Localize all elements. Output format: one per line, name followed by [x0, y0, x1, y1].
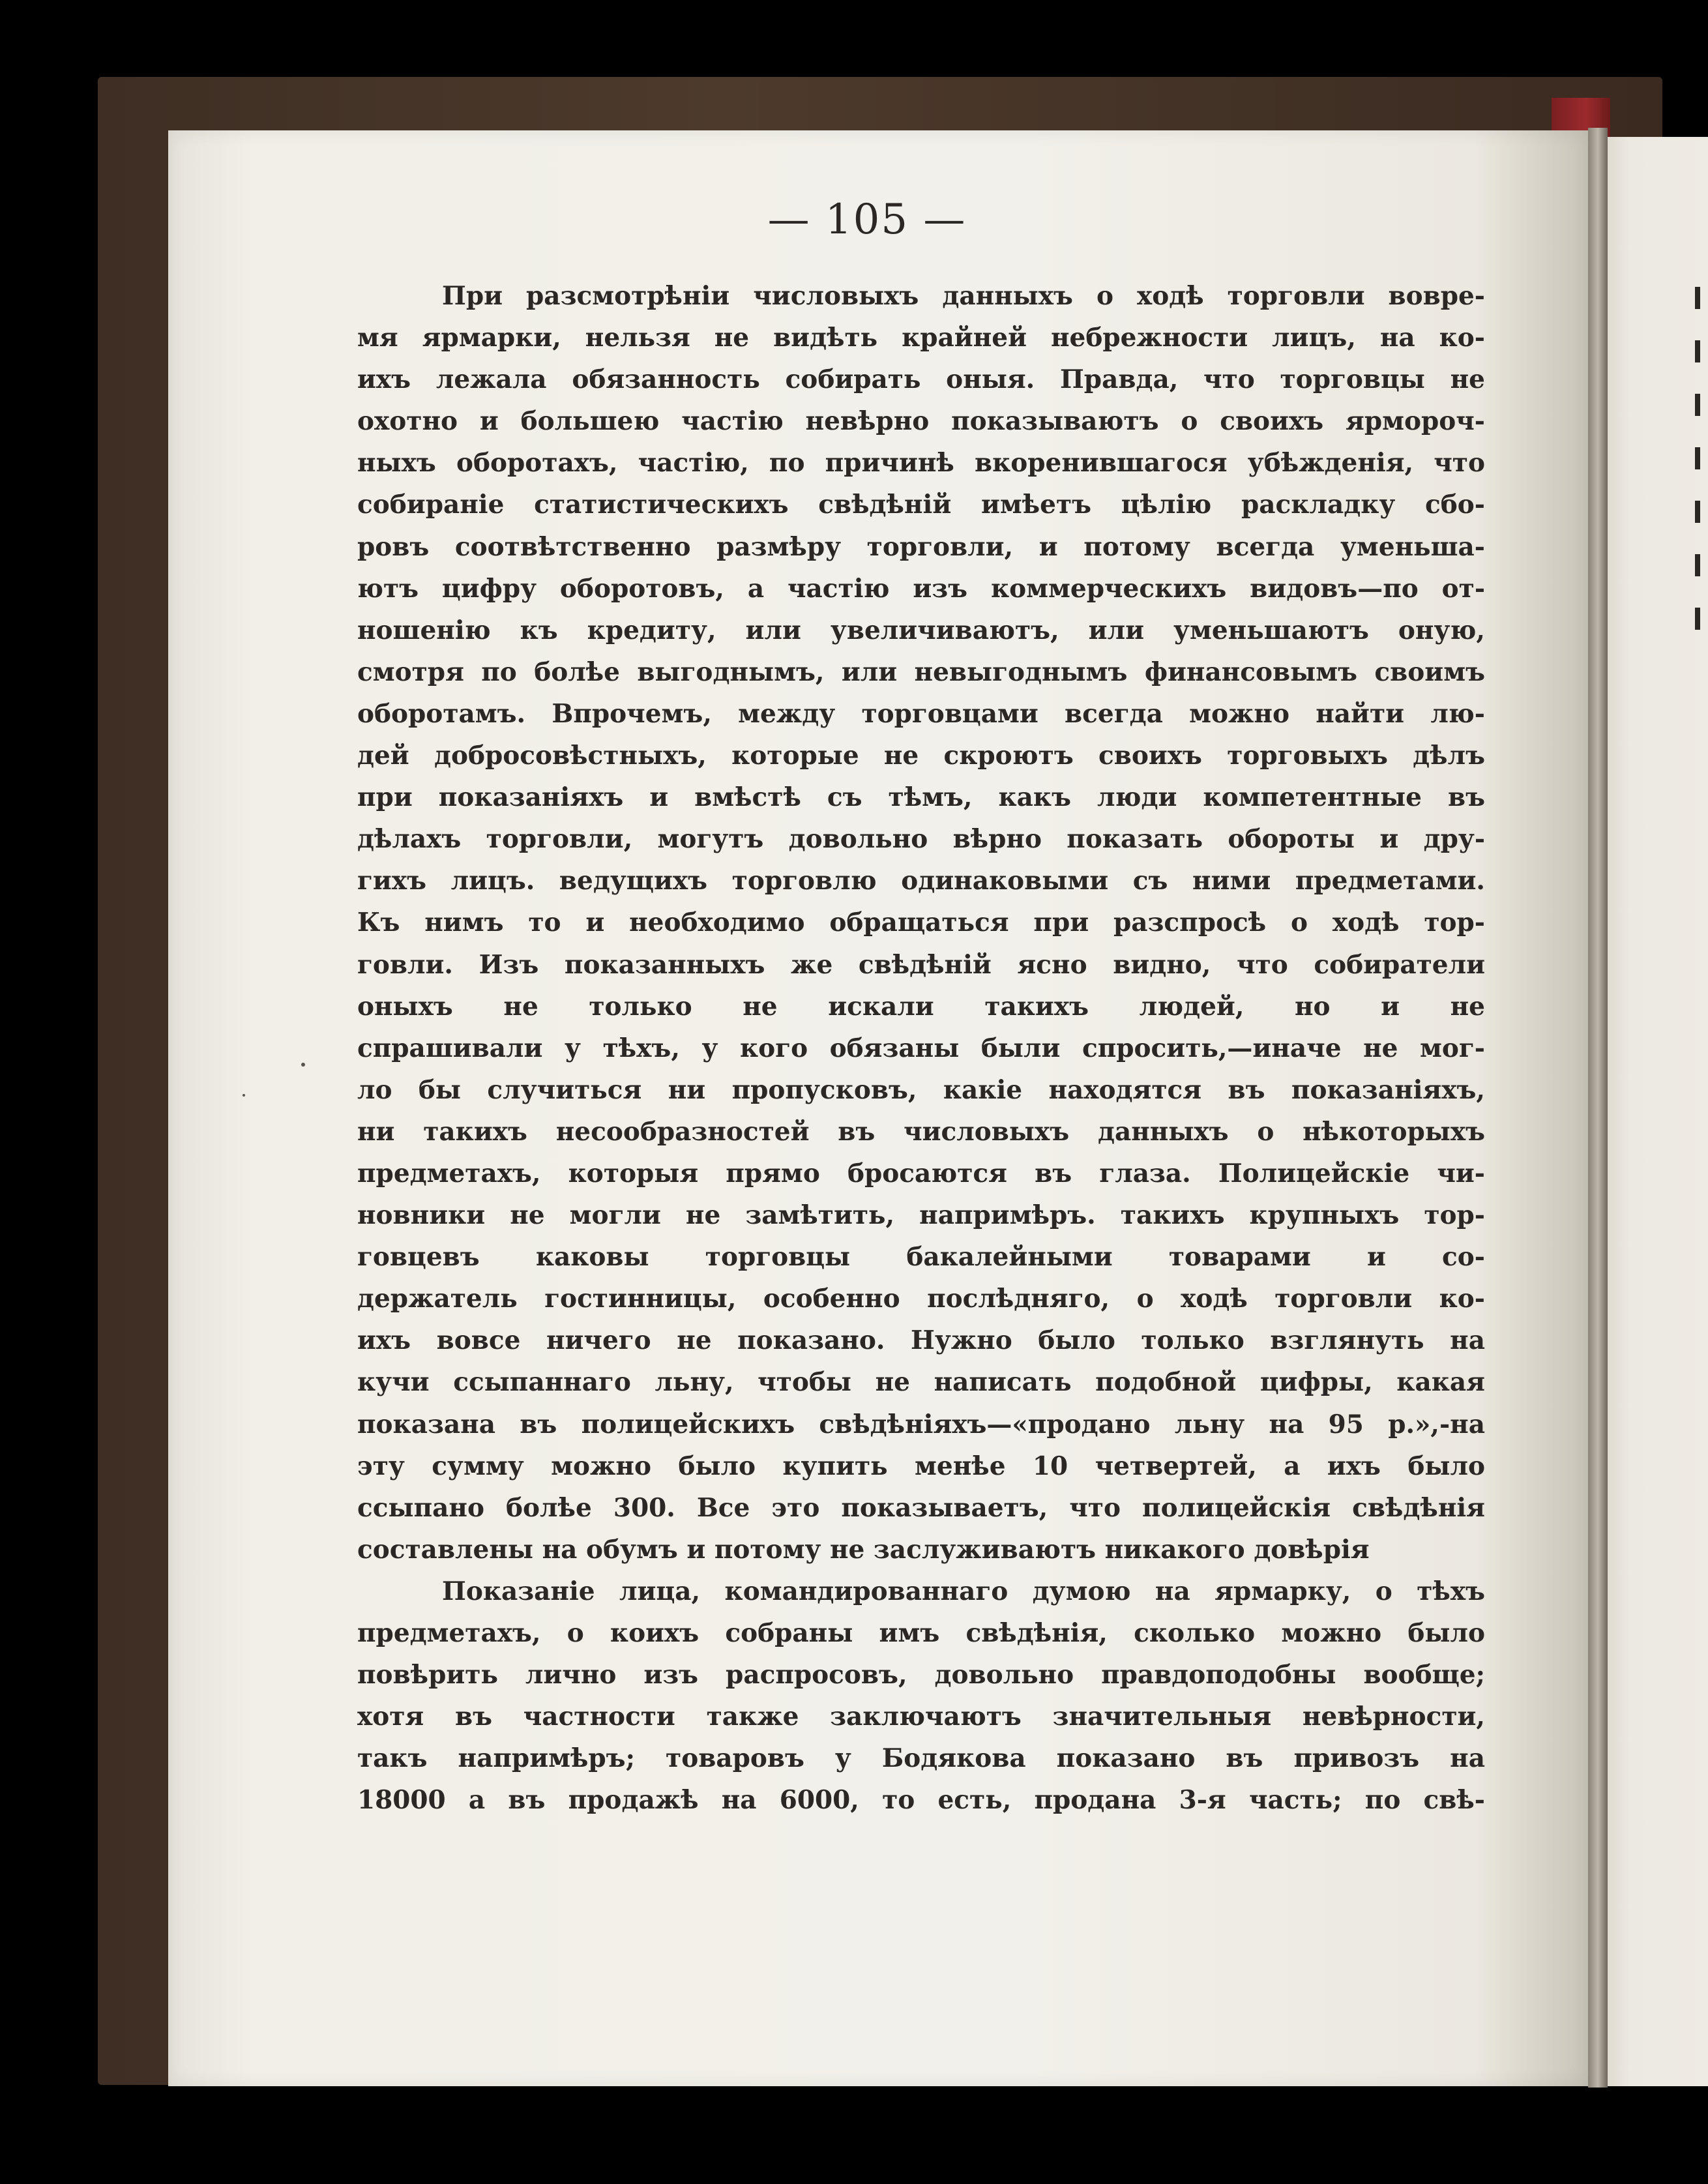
- text-line: говцевъ каковы торговцы бакалейными товарами и со-: [357, 1242, 1485, 1273]
- text-line: ровъ соотвѣтственно размѣру торговли, и потому всегда уменьша-: [357, 531, 1485, 562]
- text-line: 18000 а въ продажѣ на 6000, то есть, продана 3-я часть; по свѣ-: [357, 1785, 1485, 1816]
- text-line: составлены на обумъ и потому не заслуживаютъ никакого довѣрія: [357, 1534, 1370, 1565]
- text-line: хотя въ частности также заключаютъ значительныя невѣрности,: [357, 1702, 1485, 1732]
- text-line: При разсмотрѣніи числовыхъ данныхъ о ходѣ торговли вовре-: [442, 281, 1485, 311]
- paper-speck: [301, 1063, 305, 1067]
- text-line: ношенію къ кредиту, или увеличиваютъ, или уменьшаютъ оную,: [357, 615, 1485, 645]
- text-line: гихъ лицъ. ведущихъ торговлю одинаковыми съ ними предметами.: [357, 866, 1485, 896]
- text-line: такъ напримѣръ; товаровъ у Бодякова показано въ привозъ на: [357, 1743, 1485, 1774]
- text-line: предметахъ, о коихъ собраны имъ свѣдѣнія, сколько можно было: [357, 1618, 1485, 1648]
- text-line: ссыпано болѣе 300. Все это показываетъ, что полицейскія свѣдѣнія: [357, 1492, 1485, 1523]
- text-line: ни такихъ несообразностей въ числовыхъ данныхъ о нѣкоторыхъ: [357, 1116, 1485, 1147]
- text-line: Показаніе лица, командированнаго думою на ярмарку, о тѣхъ: [442, 1576, 1485, 1606]
- text-fragment: [1695, 447, 1700, 469]
- text-line: предметахъ, которыя прямо бросаются въ глаза. Полицейскіе чи-: [357, 1158, 1485, 1188]
- text-line: ныхъ оборотахъ, частію, по причинѣ вкоренившагося убѣжденія, что: [357, 448, 1485, 479]
- text-line: говли. Изъ показанныхъ же свѣдѣній ясно видно, что собиратели: [357, 949, 1485, 980]
- text-fragment: [1695, 554, 1700, 576]
- text-line: ютъ цифру оборотовъ, а частію изъ коммерческихъ видовъ—по от-: [357, 573, 1485, 604]
- text-line: охотно и большею частію невѣрно показываютъ о своихъ ярмороч-: [357, 406, 1485, 437]
- paper-speck: [243, 1094, 245, 1097]
- text-line: собираніе статистическихъ свѣдѣній имѣетъ цѣлію раскладку сбо-: [357, 490, 1485, 520]
- text-line: держатель гостинницы, особенно послѣдняго, о ходѣ торговли ко-: [357, 1284, 1485, 1314]
- text-line: кучи ссыпаннаго льну, чтобы не написать подобной цифры, какая: [357, 1367, 1485, 1398]
- text-line: дѣлахъ торговли, могутъ довольно вѣрно показать обороты и дру-: [357, 824, 1485, 855]
- text-fragment: [1695, 287, 1700, 309]
- page-number: — 105 —: [767, 196, 967, 244]
- text-line: эту сумму можно было купить менѣе 10 четвертей, а ихъ было: [357, 1451, 1485, 1481]
- page-body-text: [357, 275, 1485, 1821]
- page-stack-edge: [1588, 128, 1608, 2088]
- text-line: повѣрить лично изъ распросовъ, довольно правдоподобны вообще;: [357, 1660, 1485, 1690]
- text-line: ихъ вовсе ничего не показано. Нужно было только взглянуть на: [357, 1325, 1485, 1356]
- text-line: смотря по болѣе выгоднымъ, или невыгоднымъ финансовымъ своимъ: [357, 657, 1485, 687]
- text-line: ло бы случиться ни пропусковъ, какіе находятся въ показаніяхъ,: [357, 1074, 1485, 1105]
- text-line: показана въ полицейскихъ свѣдѣніяхъ—«продано льну на 95 р.»,-на: [357, 1409, 1485, 1439]
- text-line: ихъ лежала обязанность собирать оныя. Правда, что торговцы не: [357, 364, 1485, 395]
- facing-page-right: [1596, 137, 1708, 2086]
- text-fragment: [1695, 501, 1700, 523]
- text-line: мя ярмарки, нельзя не видѣть крайней небрежности лицъ, на ко-: [357, 323, 1485, 353]
- facing-page-text-fragments: [1695, 287, 1708, 652]
- text-fragment: [1695, 340, 1700, 362]
- text-fragment: [1695, 394, 1700, 416]
- text-line: оборотамъ. Впрочемъ, между торговцами всегда можно найти лю-: [357, 698, 1485, 729]
- text-line: дей добросовѣстныхъ, которые не скроютъ своихъ торговыхъ дѣлъ: [357, 741, 1485, 771]
- text-line: оныхъ не только не искали такихъ людей, но и не: [357, 991, 1485, 1022]
- text-line: Къ нимъ то и необходимо обращаться при разспросѣ о ходѣ тор-: [357, 908, 1485, 938]
- text-fragment: [1695, 608, 1700, 630]
- text-line: новники не могли не замѣтить, напримѣръ. такихъ крупныхъ тор-: [357, 1200, 1485, 1231]
- text-line: при показаніяхъ и вмѣстѣ съ тѣмъ, какъ люди компетентные въ: [357, 782, 1485, 813]
- text-line: спрашивали у тѣхъ, у кого обязаны были спросить,—иначе не мог-: [357, 1033, 1485, 1063]
